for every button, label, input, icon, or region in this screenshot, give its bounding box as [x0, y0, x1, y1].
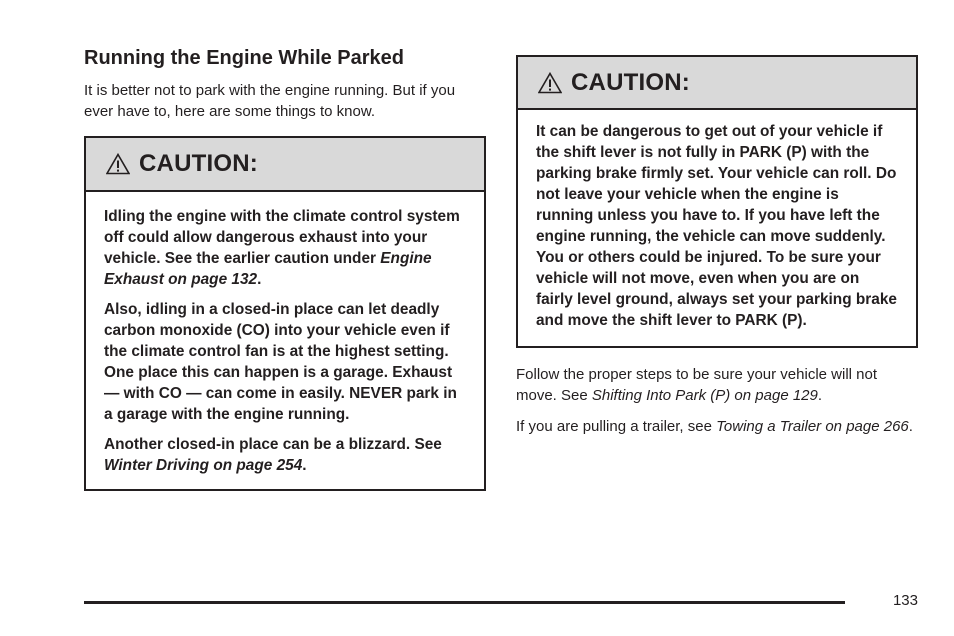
intro-paragraph: It is better not to park with the engine running. But if you ever have to, here are some things to know. [84, 82, 456, 120]
cross-reference-link[interactable]: Shifting Into Park (P) on page 129 [591, 387, 818, 404]
caution-body [518, 110, 916, 346]
body-paragraph [516, 364, 918, 406]
section-title: Running the Engine While Parked [84, 47, 405, 69]
body-text-end: . [908, 418, 913, 435]
cross-reference-link[interactable]: Towing a Trailer on page 266 [716, 418, 909, 435]
caution-text: Idling the engine with the climate control system off could allow dangerous exhaust into your vehicle. See the earlier caution under [104, 208, 460, 267]
body-text: If you are pulling a trailer, see [516, 418, 717, 435]
caution-paragraph [104, 434, 466, 476]
footer-rule [84, 601, 845, 604]
left-column [84, 44, 486, 491]
warning-triangle-icon [538, 72, 562, 94]
page-number: 133 [892, 592, 918, 609]
caution-text-end: . [257, 271, 262, 288]
caution-label: CAUTION: [139, 150, 258, 177]
body-text-block [516, 364, 918, 437]
caution-box-shift-lever [516, 55, 918, 348]
body-text-end: . [817, 387, 823, 404]
right-column [516, 55, 918, 437]
caution-header [518, 57, 916, 110]
cross-reference-link[interactable]: Winter Driving on page 254 [104, 457, 303, 474]
caution-label: CAUTION: [571, 68, 690, 96]
caution-paragraph [104, 206, 466, 290]
caution-header [86, 138, 484, 192]
cross-reference-link[interactable]: Engine Exhaust on page 132 [104, 250, 432, 288]
caution-text: Another closed-in place can be a blizzard. See [104, 436, 442, 453]
caution-text-end: . [302, 457, 307, 474]
caution-paragraph: It can be dangerous to get out of your vehicle if the shift lever is not fully in PARK (P) with the parking brake firmly set. Your vehicle can roll. Do not leave your vehicle when the engine is running unless you have to. If you have left the engine running, the vehicle can move suddenly. You or others could be injured. To be sure your vehicle will not move, even when you are on fairly level ground, always set your parking brake and move the shift lever to PARK (P). [536, 123, 897, 329]
body-text: Follow the proper steps to be sure your vehicle will not move. See [516, 366, 878, 404]
caution-paragraph: Also, idling in a closed-in place can let deadly carbon monoxide (CO) into your vehicle even if the climate control fan is at the highest setting. One place this can happen is a garage. Exhaust — with CO — can come in easily. NEVER park in a garage with the engine running. [104, 301, 457, 423]
body-paragraph [516, 416, 918, 437]
caution-body [86, 192, 484, 489]
caution-box-idling [84, 136, 486, 491]
warning-triangle-icon [106, 153, 130, 175]
